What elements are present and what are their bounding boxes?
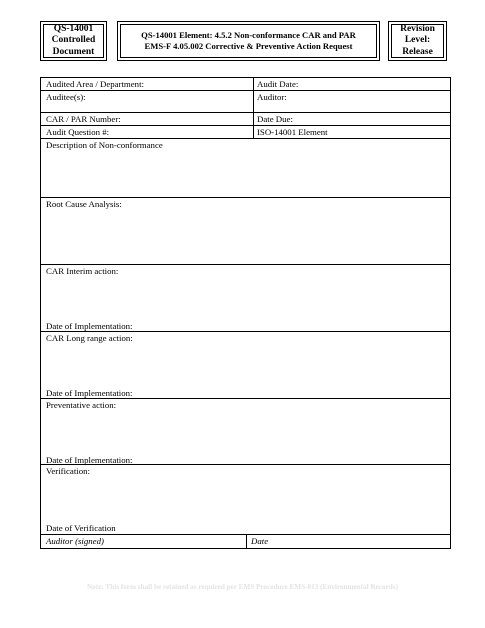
form-title-line-1: QS-14001 Element: 4.5.2 Non-conformance CAR and PAR bbox=[141, 30, 356, 40]
row-divider bbox=[41, 264, 450, 265]
column-divider bbox=[246, 534, 247, 548]
date-of-implementation-label[interactable]: Date of Implementation: bbox=[46, 455, 133, 465]
form-title-box bbox=[117, 21, 380, 61]
row-divider bbox=[41, 398, 450, 399]
preventative-action-field[interactable]: Preventative action: bbox=[46, 400, 117, 410]
root-cause-analysis-field[interactable]: Root Cause Analysis: bbox=[46, 199, 122, 209]
header-right-line-2: Level: bbox=[404, 35, 431, 46]
auditor-field[interactable]: Auditor: bbox=[257, 92, 287, 102]
form-title-line-2: EMS-F 4.05.002 Corrective & Preventive Action Request bbox=[144, 41, 353, 51]
date-of-implementation-label[interactable]: Date of Implementation: bbox=[46, 321, 133, 331]
signature-date-field[interactable]: Date bbox=[251, 536, 269, 546]
audited-area-field[interactable]: Audited Area / Department: bbox=[46, 79, 144, 89]
row-divider bbox=[41, 197, 450, 198]
car-interim-action-field[interactable]: CAR Interim action: bbox=[46, 266, 119, 276]
audit-date-field[interactable]: Audit Date: bbox=[257, 79, 299, 89]
car-par-form bbox=[40, 77, 451, 549]
column-divider bbox=[253, 78, 254, 138]
row-divider bbox=[41, 331, 450, 332]
header-left-line-1: QS-14001 bbox=[53, 23, 94, 34]
date-due-field[interactable]: Date Due: bbox=[257, 114, 293, 124]
auditor-signed-field[interactable]: Auditor (signed) bbox=[46, 536, 104, 546]
car-par-number-field[interactable]: CAR / PAR Number: bbox=[46, 114, 121, 124]
controlled-document-box bbox=[40, 21, 107, 61]
row-divider bbox=[41, 90, 450, 91]
audit-question-field[interactable]: Audit Question #: bbox=[46, 127, 110, 137]
row-divider bbox=[41, 112, 450, 113]
description-nonconformance-field[interactable]: Description of Non-conformance bbox=[46, 140, 163, 150]
row-divider bbox=[41, 125, 450, 126]
retention-note: Note: This form shall be retained as required per EMS Procedure EMS-013 (Environmental Records) bbox=[87, 583, 398, 591]
date-of-verification-label[interactable]: Date of Verification bbox=[46, 523, 116, 533]
car-long-range-action-field[interactable]: CAR Long range action: bbox=[46, 333, 133, 343]
iso-element-field[interactable]: ISO-14001 Element bbox=[257, 127, 328, 137]
header-right-line-3: Release bbox=[402, 46, 433, 57]
verification-field[interactable]: Verification: bbox=[46, 466, 90, 476]
date-of-implementation-label[interactable]: Date of Implementation: bbox=[46, 388, 133, 398]
row-divider bbox=[41, 138, 450, 139]
header-right-line-1: Revision bbox=[400, 23, 435, 34]
header-left-line-3: Document bbox=[52, 46, 95, 57]
revision-level-box bbox=[388, 21, 447, 61]
header-left-line-2: Controlled bbox=[51, 35, 96, 46]
auditee-field[interactable]: Auditee(s): bbox=[46, 92, 86, 102]
